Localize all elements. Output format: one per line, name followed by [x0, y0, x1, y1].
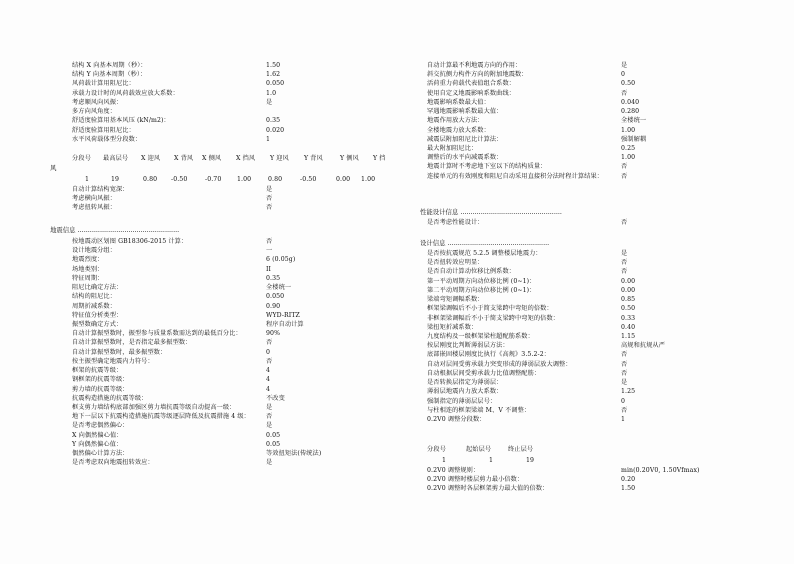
- param-label: 结构 Y 向基本周期（秒）：: [72, 71, 147, 79]
- param-value: 0.33: [621, 314, 636, 322]
- param-value: 否: [621, 369, 628, 377]
- param-value: 一: [266, 247, 273, 255]
- param-value: 0.050: [266, 80, 285, 88]
- param-label: 梁端弯矩调幅系数：: [427, 296, 484, 304]
- segment-value-cell: 0.80: [268, 176, 283, 183]
- param-value: 否: [621, 163, 628, 171]
- param-value: 0.90: [266, 302, 281, 310]
- param-label: 振型数确定方式：: [72, 320, 123, 328]
- segment-value-cell: -0.50: [300, 176, 317, 183]
- param-value: 否: [621, 351, 628, 359]
- param-label: 0.2V0 调整时各层框架剪力最大值的倍数：: [427, 485, 549, 493]
- param-label: 设计地震分组：: [72, 247, 117, 255]
- param-value: 否: [266, 357, 273, 365]
- param-value: 1.62: [266, 71, 281, 79]
- param-label: 剪力墙的抗震等级：: [72, 385, 129, 393]
- param-value: 是: [266, 403, 273, 411]
- param-value: WYD-RITZ: [266, 311, 300, 319]
- param-label: 地震作用放大方法：: [427, 117, 484, 125]
- param-label: 偶然偏心计算方法：: [72, 450, 129, 458]
- param-value: 4: [266, 376, 271, 384]
- param-label: 是否自动计算动位移比例系数：: [427, 268, 516, 276]
- param-value: 否: [621, 360, 628, 368]
- param-value: 否: [621, 219, 628, 226]
- param-value: 否: [621, 259, 628, 267]
- segment-header-cell: Y 背风: [304, 155, 323, 162]
- param-label: 减震层附加阻尼比计算法：: [427, 135, 503, 143]
- param-value: 否: [266, 339, 273, 347]
- param-label: 抗震构造措施的抗震等级：: [72, 394, 148, 402]
- param-value: 1.00: [621, 126, 636, 134]
- param-label: 自动计算结构宽深：: [72, 186, 129, 193]
- param-label: 多方向风角度：: [72, 108, 117, 116]
- param-label: 0.2V0 调整时楼层剪力最小倍数：: [427, 476, 524, 484]
- v0-header-cell: 分段号: [427, 446, 446, 453]
- segment-header-cell: 最高层号: [103, 155, 129, 162]
- param-label: 是否考虑双向地震扭转效应：: [72, 459, 154, 467]
- param-value: 90%: [266, 330, 281, 338]
- param-value: 0: [621, 71, 626, 79]
- segment-header-cell: X 挡风: [236, 155, 256, 162]
- param-value: 高规和抗规从严: [621, 342, 666, 350]
- param-value: 0.50: [621, 80, 636, 88]
- param-label: 非框架梁调幅后不小于简支梁跨中弯矩的倍数：: [427, 314, 560, 322]
- param-label: 第一平动周期方向动位移比例 (0~1)：: [427, 277, 536, 285]
- param-label: 特征值分析类型：: [72, 311, 123, 319]
- param-value: 4: [266, 367, 271, 375]
- v0-header-cell: 起始层号: [466, 446, 492, 453]
- param-value: 1.50: [266, 62, 281, 69]
- param-value: 否: [621, 406, 628, 414]
- param-value: 0.05: [266, 440, 281, 448]
- param-label: 自动对层间受剪承载力突变形成的薄弱层放大调整：: [427, 360, 572, 368]
- param-label: 考虑横向风振：: [72, 195, 117, 203]
- param-label: 自动计算振型数时，最多振型数：: [72, 348, 167, 356]
- param-value: min(0.20V0, 1.50Vfmax): [621, 467, 700, 474]
- param-label: 与柱相连的框架梁端 M、V 不调整：: [427, 406, 531, 414]
- param-label: 自动计算振型数时，是否指定最多振型数：: [72, 339, 192, 347]
- param-label: 最大附加阻尼比：: [427, 144, 478, 152]
- v0-value-cell: 1: [442, 457, 447, 464]
- segment-header-cell: X 迎风: [141, 155, 161, 162]
- param-label: 底部嵌固楼层刚度比执行《高规》3.5.2-2：: [427, 351, 551, 359]
- section-header-quake: 地震信息 ..................................................: [50, 226, 180, 234]
- param-value: 1.00: [621, 154, 636, 162]
- param-label: 考虑顺风向风振：: [72, 98, 123, 106]
- param-label: 强制指定的薄弱层层号：: [427, 397, 497, 405]
- segment-header-cell: Y 侧风: [340, 155, 359, 162]
- param-value: 否: [621, 172, 628, 180]
- param-value: 是: [266, 422, 273, 430]
- param-value: 0.00: [621, 286, 636, 294]
- param-label: 自动计算最不利地震方向的作用：: [427, 62, 522, 69]
- param-value: 0.280: [621, 108, 640, 116]
- param-value: 0.25: [621, 144, 636, 152]
- param-label: 是否按抗震规范 5.2.5 调整楼层地震力：: [427, 250, 542, 257]
- param-label: 调整后的水平向减震系数：: [427, 154, 503, 162]
- param-value: 1.0: [266, 89, 277, 97]
- param-label: 舒适度验算用阻尼比：: [72, 126, 135, 134]
- param-label: 钢框架的抗震等级：: [72, 376, 129, 384]
- param-value: 0.85: [621, 296, 636, 304]
- param-label: 按地震动区划图 GB18306-2015 计算：: [72, 238, 188, 245]
- param-label: 自动计算振型数时，振型参与质量系数需达到的最低百分比：: [72, 330, 242, 338]
- segment-header-cell: Y 迎风: [270, 155, 289, 162]
- param-label: 自动根据层间受剪承载力比值调整配筋：: [427, 369, 541, 377]
- param-label: 框架梁调幅后不小于简支梁跨中弯矩的倍数：: [427, 305, 553, 313]
- param-label: 承载力设计时的风荷载效应放大系数：: [72, 89, 179, 97]
- param-label: 梁扭矩折减系数：: [427, 323, 478, 331]
- param-value: 0: [621, 397, 626, 405]
- segment-value-cell: 1: [85, 176, 90, 183]
- param-value: 0.50: [621, 305, 636, 313]
- v0-value-cell: 1: [489, 457, 494, 464]
- segment-header-cell: Y 挡: [373, 155, 386, 162]
- param-value: 0.020: [266, 126, 285, 134]
- segment-value-cell: 19: [111, 176, 120, 183]
- param-value: 是: [621, 250, 628, 257]
- param-label: Y 向偶然偏心值：: [72, 440, 123, 448]
- param-value: 否: [621, 89, 628, 97]
- param-label: 结构 X 向基本周期（秒）：: [72, 62, 147, 69]
- param-value: 0.35: [266, 274, 281, 282]
- segment-header-wrap: 风: [50, 164, 57, 172]
- segment-value-cell: -0.50: [171, 176, 188, 183]
- param-value: 1: [266, 135, 271, 143]
- param-value: 0.05: [266, 431, 281, 439]
- param-label: X 向偶然偏心值：: [72, 431, 123, 439]
- param-label: 薄弱层地震内力放大系数：: [427, 388, 503, 396]
- param-label: 0.2V0 调整规则：: [427, 467, 480, 474]
- param-label: 场地类别：: [72, 265, 104, 273]
- param-value: 是: [621, 62, 628, 69]
- param-label: 结构的阻尼比：: [72, 293, 117, 301]
- segment-value-cell: 0.00: [336, 176, 351, 183]
- param-label: 框架的抗震等级：: [72, 367, 123, 375]
- param-value: 0.050: [266, 293, 285, 301]
- param-label: 地下一层以下抗震构造措施抗震等级逐层降低及抗震措施 4 级：: [72, 413, 250, 421]
- segment-value-cell: -0.70: [205, 176, 222, 183]
- param-label: 周期折减系数：: [72, 302, 117, 310]
- param-label: 第二平动周期方向动位移比例 (0~1)：: [427, 286, 536, 294]
- param-value: 1.15: [621, 332, 636, 340]
- param-value: 1.50: [621, 485, 636, 493]
- param-label: 九度结构及一级框架梁柱超配筋系数：: [427, 332, 534, 340]
- param-label: 是否考虑性能设计：: [427, 219, 484, 226]
- param-value: 0: [266, 348, 271, 356]
- segment-value-cell: 0.80: [143, 176, 158, 183]
- param-value: 否: [266, 195, 273, 203]
- param-value: 0.20: [621, 476, 636, 484]
- param-label: 舒适度验算用基本风压 (kN/m2)：: [72, 117, 170, 125]
- param-value: 是: [621, 379, 628, 387]
- param-value: II: [266, 265, 272, 273]
- param-label: 是否扭转效应明显：: [427, 259, 484, 267]
- param-value: 1: [621, 415, 626, 423]
- param-value: 否: [266, 204, 273, 212]
- param-value: 否: [621, 268, 628, 276]
- param-value: 0.040: [621, 98, 640, 106]
- param-label: 按主振型确定地震内力符号：: [72, 357, 154, 365]
- param-value: 是: [266, 459, 273, 467]
- param-label: 风荷载计算用阻尼比：: [72, 80, 135, 88]
- param-label: 罕遇地震影响系数最大值：: [427, 108, 503, 116]
- segment-header-cell: 分段号: [72, 155, 91, 162]
- param-value: 等效扭矩法(传统法): [266, 450, 322, 458]
- param-value: 是: [266, 186, 273, 193]
- param-label: 阻尼比确定方法：: [72, 284, 123, 292]
- v0-value-cell: 19: [526, 457, 535, 464]
- param-value: 0.00: [621, 277, 636, 285]
- param-value: 否: [266, 238, 273, 245]
- param-label: 连接单元的有效刚度和阻尼自动采用直接积分法时程计算结果：: [427, 172, 604, 180]
- param-label: 0.2V0 调整分段数：: [427, 415, 486, 423]
- param-value: 4: [266, 385, 271, 393]
- param-label: 使用自定义地震影响系数曲线：: [427, 89, 516, 97]
- param-value: 否: [266, 413, 273, 421]
- param-label: 特征周期：: [72, 274, 104, 282]
- section-header-performance: 性能设计信息 ..................................................: [420, 208, 562, 216]
- param-value: 全楼统一: [621, 117, 647, 125]
- param-value: 强制解耦: [621, 135, 647, 143]
- param-label: 斜交抗侧力构件方向的附加地震数：: [427, 71, 528, 79]
- param-value: 1.25: [621, 388, 636, 396]
- param-label: 按层刚度比判断薄弱层方法：: [427, 342, 509, 350]
- param-label: 是否考虑偶然偏心：: [72, 422, 129, 430]
- param-label: 地震影响系数最大值：: [427, 98, 490, 106]
- segment-header-cell: X 背风: [174, 155, 194, 162]
- param-value: 是: [266, 98, 273, 106]
- param-label: 考虑扭转风振：: [72, 204, 117, 212]
- segment-value-cell: 1.00: [361, 176, 376, 183]
- param-label: 活荷重力荷载代表值组合系数：: [427, 80, 516, 88]
- param-value: 0.40: [621, 323, 636, 331]
- param-value: 不改变: [266, 394, 285, 402]
- param-label: 全楼地震力放大系数：: [427, 126, 490, 134]
- param-value: 程序自动计算: [266, 320, 304, 328]
- param-label: 地震烈度：: [72, 256, 104, 264]
- param-label: 地震计算时不考虑地下室以下的结构质量：: [427, 163, 547, 171]
- param-value: 6 (0.05g): [266, 256, 296, 264]
- param-value: 0.35: [266, 117, 281, 125]
- param-label: 框支剪力墙结构底部加强区剪力墙抗震等级自动提高一级：: [72, 403, 236, 411]
- section-header-design: 设计信息 ..................................................: [420, 239, 550, 247]
- segment-header-cell: X 侧风: [202, 155, 222, 162]
- param-label: 是否转换层指定为薄弱层：: [427, 379, 503, 387]
- param-label: 水平风荷载体型分段数：: [72, 135, 142, 143]
- param-value: 全楼统一: [266, 284, 292, 292]
- v0-header-cell: 终止层号: [508, 446, 534, 453]
- segment-value-cell: 1.00: [237, 176, 252, 183]
